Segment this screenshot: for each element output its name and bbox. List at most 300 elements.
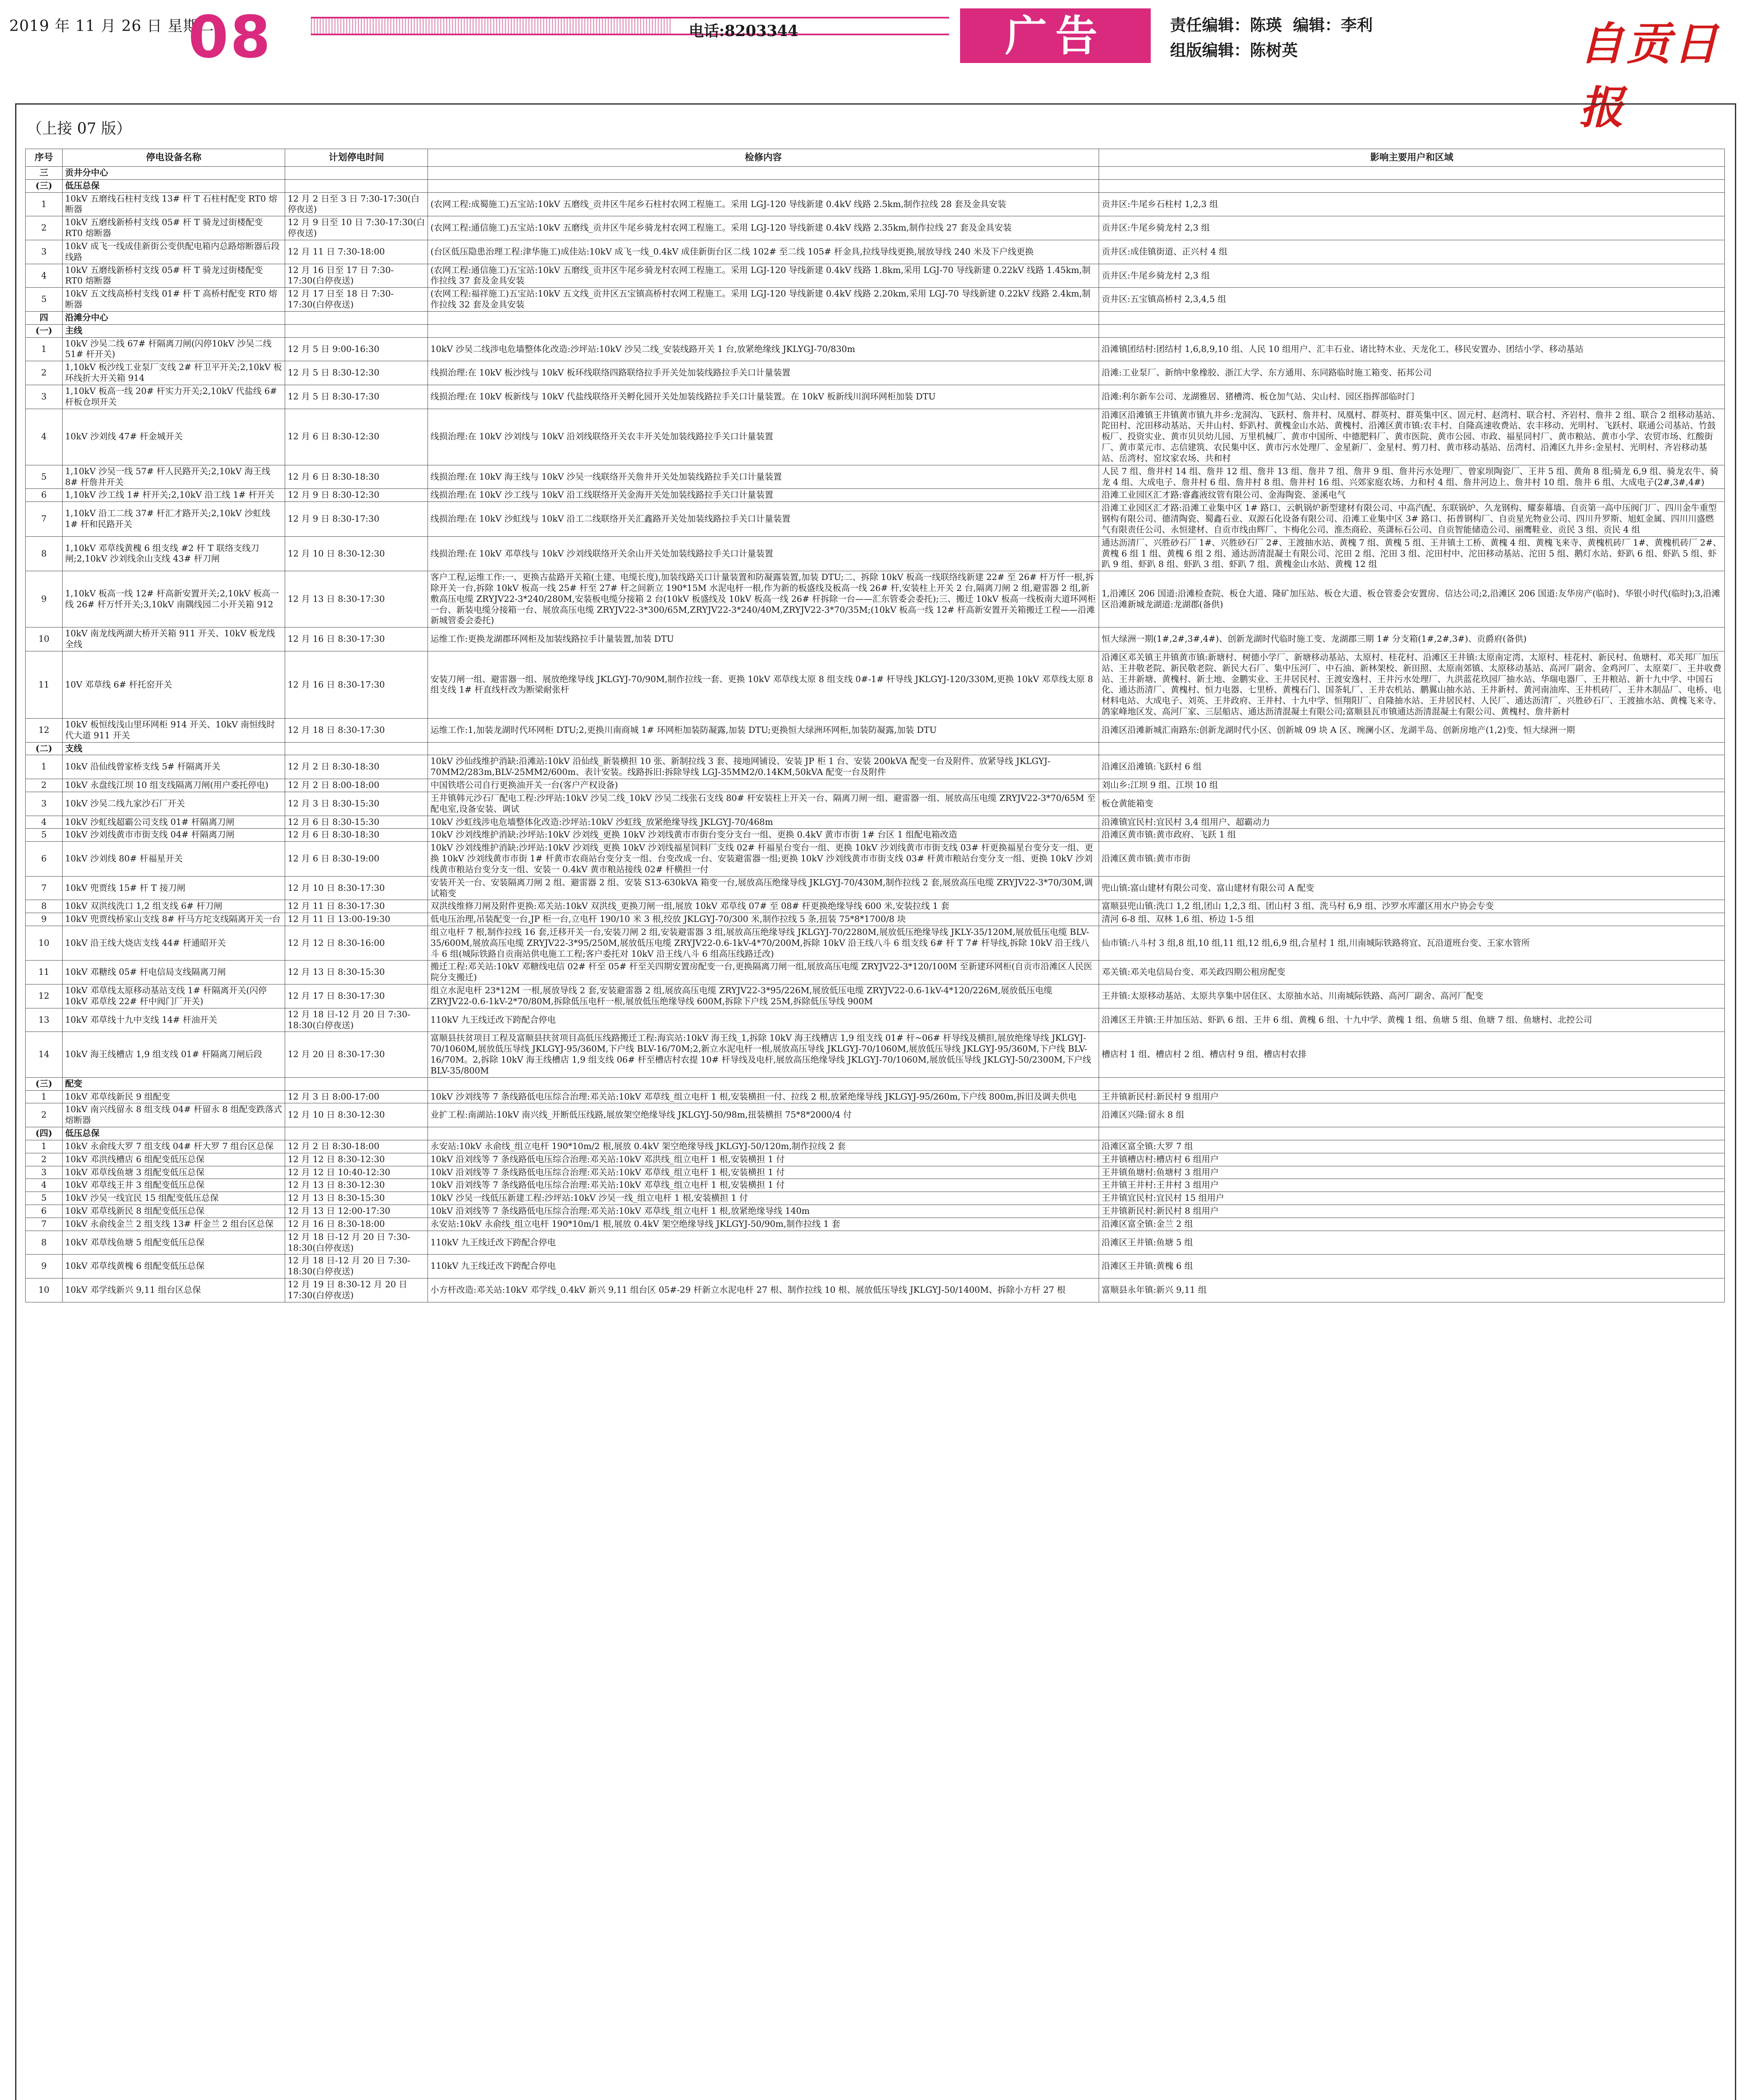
cell-time [285,179,428,192]
cell-affected [1099,324,1725,337]
cell-equipment: 10kV 邓草线鱼塘 5 组配变低压总保 [63,1231,285,1255]
cell-equipment: 低压总保 [63,179,285,192]
cell-equipment: 10kV 邓草线鱼塘 3 组配变低压总保 [63,1166,285,1179]
cell-work: (农网工程:通信施工)五宝站:10kV 五磨线_贡井区牛尾乡骑龙村农网工程施工。采用 LGJ-120 导线新建 0.4kV 线路 1.8km,采用 LGJ-70 导线新建 0.22kV 线路 1.45km,制作拉线 37 套及金具安装 [428,264,1099,288]
cell-work [428,742,1099,755]
cell-time: 12 月 5 日 8:30-12:30 [285,361,428,385]
cell-time: 12 月 5 日 9:00-16:30 [285,337,428,361]
cell-work: 10kV 沙吴一线低压新建工程:沙坪站:10kV 沙吴一线_组立电杆 1 根,安装横担 1 付 [428,1192,1099,1205]
cell-affected [1099,179,1725,192]
cell-affected: 沿滩工业园区汇才路:沿滩工业集中区 1# 路口、云帆锅炉新型建材有限公司、中高汽配、东联锅炉、久龙钢构、耀泰幕墙、自贡第一高中压阀门厂、四川金牛重型钢构有限公司、德清陶瓷、蜀鑫石业、双源石化设备有限公司、沿滩工业集中区 3# 路口、拓普钢构厂、自贡星光物业公司、四川升罗斯、旭虹金属、四川川盛燃气有限责任公司、永恒建材、自贡市线由辉厂、卞梅化公司、淮杰商砼、英潇标石公司、自贡智能储造公司、丽鹰鞋业、贡民 3 组、贡民 4 组 [1099,502,1725,536]
cell-equipment: 10kV 邓学线新兴 9,11 组台区总保 [63,1278,285,1302]
cell-time: 12 月 11 日 7:30-18:00 [285,240,428,264]
cell-time: 12 月 16 日至 17 日 7:30-17:30(白停夜送) [285,264,428,288]
cell-work: (农网工程:福祥施工)五宝站:10kV 五文线_贡井区五宝镇高桥村农网工程施工。采用 LGJ-120 导线新建 0.4kV 线路 2.20km,采用 LGJ-70 导线新建 0.22kV 线路 2.4km,制作拉线 32 套及金具安装 [428,288,1099,312]
cell-affected: 仙市镇:八斗村 3 组,8 组,10 组,11 组,12 组,6,9 组,合星村 1 组,川南城际铁路将宜、瓦沿道班台变、王家水管所 [1099,926,1725,961]
cell-work: 10kV 沙吴二线涉电危墙整体化改造:沙坪站:10kV 沙吴二线_安装线路开关 1 台,放紧绝缘线 JKLYGJ-70/830m [428,337,1099,361]
cell-seq: 1 [26,337,63,361]
table-row [26,900,1725,913]
table-row [26,829,1725,842]
cell-seq: 1 [26,1140,63,1153]
cell-affected: 沿滩:利尔新车公司、龙湖雅居、猪槽湾、板仓加气站、尖山村、园区指挥部临时门 [1099,385,1725,409]
cell-equipment: 10kV 沙刘线黄市市街支线 04# 杆隔离刀闸 [63,829,285,842]
cell-affected: 王井镇新民村:新民村 9 组用户 [1099,1090,1725,1103]
cell-equipment: 1,10kV 沙工线 1# 杆开关;2,10kV 沿工线 1# 杆开关 [63,489,285,502]
table-row [26,288,1725,312]
cell-work: 10kV 沿刘线等 7 条线路低电压综合治理:邓关站:10kV 邓草线_组立电杆 1 根,安装横担 1 付 [428,1166,1099,1179]
section-title: 广告 [960,8,1151,63]
cell-equipment: 主线 [63,324,285,337]
cell-work: 110kV 九王线迁改下跨配合停电 [428,1008,1099,1032]
table-row [26,1278,1725,1302]
cell-equipment: 10kV 沙吴二线 67# 杆隔离刀闸(闪停10kV 沙吴二线 51# 杆开关) [63,337,285,361]
cell-affected [1099,742,1725,755]
cell-seq: 12 [26,718,63,742]
table-row [26,361,1725,385]
cell-seq: 8 [26,536,63,571]
cell-seq: 9 [26,1255,63,1278]
cell-affected: 槽店村 1 组、槽店村 2 组、槽店村 9 组、槽店村农排 [1099,1032,1725,1077]
cell-work [428,167,1099,180]
cell-work [428,324,1099,337]
cell-affected: 兜山镇:富山建材有限公司变、富山建材有限公司 A 配变 [1099,876,1725,900]
table-row [26,742,1725,755]
cell-work: 王井镇韩元沙石厂配电工程:沙坪站:10kV 沙吴二线_10kV 沙吴二线张石支线 80# 杆安装柱上开关一台、隔离刀闸一组、避雷器一组、展放高压电缆 ZRYJV22-3*70/65M 至配电室,设备安装、调试 [428,792,1099,816]
cell-affected: 通达沥清厂、兴胜砂石厂 1#、兴胜砂石厂 2#、王渡抽水站、黄槐 7 组、黄槐 5 组、王井镇土工桥、黄槐 4 组、黄槐飞来寺、黄槐机砖厂 1#、黄槐机砖厂 2#、黄槐 6 组 1 组、黄槐 6 组 2 组、通达沥清混凝土有限公司、沱田 2 组、沱田 3 组、沱田村中、沱田移动基站、沱田 5 组、鹅灯水站、虾趴 6 组、虾趴 5 组、虾趴 9 组、虾趴 8 组、虾趴 3 组、虾趴 7 组、黄槐金山水站、黄槐 12 组 [1099,536,1725,571]
cell-affected: 贡井区:牛尾乡石柱村 1,2,3 组 [1099,192,1725,216]
cell-time: 12 月 2 日 8:30-18:30 [285,755,428,779]
cell-time: 12 月 10 日 8:30-17:30 [285,876,428,900]
outage-table [25,149,1725,1302]
table-row [26,961,1725,984]
cell-affected: 沿滩区沿滩镇:飞跃村 6 组 [1099,755,1725,779]
phone-number: 电话:8203344 [689,22,798,40]
cell-seq: 5 [26,288,63,312]
table-row [26,240,1725,264]
cell-time: 12 月 6 日 8:30-18:30 [285,829,428,842]
cell-time [285,1077,428,1090]
cell-equipment: 10kV 海王线槽店 1,9 组支线 01# 杆隔离刀闸后段 [63,1032,285,1077]
cell-work [428,1127,1099,1140]
cell-seq: 10 [26,1278,63,1302]
phone-bar [311,17,949,40]
table-row [26,913,1725,926]
cell-seq: 5 [26,465,63,489]
cell-work: 110kV 九王线迁改下跨配合停电 [428,1231,1099,1255]
cell-seq: 12 [26,984,63,1008]
cell-seq: 7 [26,876,63,900]
cell-affected [1099,1077,1725,1090]
cell-work: (农网工程:成蜀施工)五宝站:10kV 五磨线_贡井区牛尾乡石柱村农网工程施工。采用 LGJ-120 导线新建 0.4kV 线路 2.5km,制作拉线 28 套及金具安装 [428,192,1099,216]
cell-work: 客户工程,运维工作:一、更换古盐路开关箱(土建、电缆长度),加装线路关口计量装置和防凝露装置,加装 DTU;二、拆除 10kV 板高一线联络线新建 22# 至 26# 杆万忏一根,拆除开关一台,拆除 10kV 板高一线 25# 杆至 27# 杆之间新立 190*15M 水泥电杆一根,作为新的板盛线及板高一线 26# 杆,安装柱上开关 2 台,隔离刀闸 2 组,避雷器 2 组,新敷高压电缆 ZRYJV22-3*240/280M,安装板电缆分接箱 2 台(10kV 板盛线及 10kV 板高一线 26# 杆拆除一台——汇东管委会委托);三、搬迁 10kV 板高一线板南大道环网柜一台、新装电缆分接箱一台、展放高压电缆 ZRYJV22-3*300/65M,ZRYJV22-3*240/40M,ZRYJV22-3*70/35M;(10kV 板高一线 12# 杆高新安置开关箱搬迁工程——沿滩新城管委会委托) [428,571,1099,627]
cell-time: 12 月 16 日 8:30-17:30 [285,627,428,651]
cell-equipment: 10kV 五磨线新桥村支线 05# 杆 T 骑龙过街楼配变 RT0 熔断器 [63,264,285,288]
cell-work: 10kV 沿刘线等 7 条线路低电压综合治理:邓关站:10kV 邓洪线_组立电杆 1 根,安装横担 1 付 [428,1153,1099,1166]
cell-work: 10kV 沙仙线维护消缺:沿滩站:10kV 沿仙线_新装横担 10 张、新制拉线 3 套、接地网铺设、安装 JP 柜 1 台、安装 200kVA 配变一台及附件、放紧导线 JKLGYJ-70MM2/283m,BLV-25MM2/600m、表计安装。线路拆旧:拆除导线 LGJ-35MM2/0.14KM,50kVA 配变一台及附件 [428,755,1099,779]
cell-affected: 王井镇:太原移动基站、太原共享集中居住区、太原抽水站、川南城际铁路、高河厂副舍、高河厂配变 [1099,984,1725,1008]
cell-affected [1099,167,1725,180]
cell-time: 12 月 17 日至 18 日 7:30-17:30(白停夜送) [285,288,428,312]
cell-seq: 8 [26,900,63,913]
cell-equipment: 10kV 南兴线留永 8 组支线 04# 杆留永 8 组配变跌落式熔断器 [63,1103,285,1127]
cell-work: 10kV 沙刘线等 7 条线路低电压综合治理:邓关站:10kV 邓草线_组立电杆 1 根,安装横担一付、拉线 2 根,放紧绝缘导线 JKLGYJ-95/260m,下户线 800m,拆旧及调夫供电 [428,1090,1099,1103]
cell-equipment: 10kV 邓草线新民 8 组配变低压总保 [63,1205,285,1218]
cell-equipment: 10kV 沿仙线曾家桥支线 5# 杆隔离开关 [63,755,285,779]
table-row [26,167,1725,180]
cell-work: 小方杆改造:邓关站:10kV 邓学线_0.4kV 新兴 9,11 组台区 05#-29 杆新立水泥电杆 27 根、制作拉线 10 根、展放低压导线 JKLGYJ-50/1400M、拆除小方杆 27 根 [428,1278,1099,1302]
cell-equipment: 10kV 五磨线新桥村支线 05# 杆 T 骑龙过街楼配变 RT0 熔断器 [63,216,285,240]
cell-seq: 2 [26,1103,63,1127]
cell-affected: 王井镇鱼塘村:鱼塘村 3 组用户 [1099,1166,1725,1179]
cell-equipment: 10kV 沙虹线超霸公司支线 01# 杆隔离刀闸 [63,816,285,829]
cell-work: 10kV 沙虹线涉电危墙整体化改造:沙坪站:10kV 沙虹线_放紧绝缘导线 JKLGYJ-70/468m [428,816,1099,829]
table-row [26,502,1725,536]
cell-work: 搬迁工程:邓关站:10kV 邓糖线电信 02# 杆至 05# 杆至关四期安置房配变一台,更换隔离刀闸一组,展放高压电缆 ZRYJV22-3*120/100M 至新建环网柜(自贡市沿滩区人民医院分支搬迁) [428,961,1099,984]
decorative-stripe [311,18,672,34]
table-row [26,1192,1725,1205]
cell-work: 10kV 沙刘线维护消缺:沙坪站:10kV 沙刘线_更换 10kV 沙刘线福星饲料厂支线 02# 杆福星台变台一组、更换 10kV 沙刘线黄市市街支线 03# 杆更换福星台变分支一组、更换 10kV 沙刘线黄市市街 1# 杆黄市农商站台变分支一组、台变改成一台、安装避雷器一组;更换 10kV 沙刘线黄市市街支线 03# 杆黄市粮站台变分支一组、更换 10kV 沙刘线黄市粮站台变分支一组、安装一 0.4kV 黄市粮站接线 02# 杆横担一付 [428,842,1099,876]
cell-seq: 10 [26,926,63,961]
cell-equipment: 1,10kV 邓草线黄槐 6 组支线 #2 杆 T 联络支线刀闸;2,10kV 沙刘线余山支线 43# 杆刀闸 [63,536,285,571]
cell-work: 110kV 九王线迁改下跨配合停电 [428,1255,1099,1278]
cell-affected: 人民 7 组、詹井村 14 组、詹井 12 组、詹井 13 组、詹井 7 组、詹井 9 组、詹井污水处理厂、曾家坝陶瓷厂、王井 5 组、黄角 8 组;骑龙 6,9 组、骑龙农牛、骑龙 4 组、大成电子、詹井村 6 组、詹井村 8 组、詹井村 16 组、兴郊家庭农场、力和村 4 组、詹井河边上、詹井村 10 组、詹井 6 组、大成电子(2#,3#,4#) [1099,465,1725,489]
cell-work: 10kV 沿刘线等 7 条线路低电压综合治理:邓关站:10kV 邓草线_组立电杆 1 根,安装横担 1 付 [428,1179,1099,1192]
cell-time: 12 月 13 日 12:00-17:30 [285,1205,428,1218]
cell-equipment: 10kV 沙刘线 80# 杆福星开关 [63,842,285,876]
table-row [26,718,1725,742]
cell-time: 12 月 3 日 8:30-15:30 [285,792,428,816]
cell-seq: 10 [26,627,63,651]
cell-seq: 7 [26,1218,63,1231]
cell-time: 12 月 10 日 8:30-12:30 [285,1103,428,1127]
cell-time [285,311,428,324]
cell-equipment: 低压总保 [63,1127,285,1140]
cell-seq: 6 [26,489,63,502]
cell-equipment: 贡井分中心 [63,167,285,180]
cell-equipment: 1,10kV 沙吴一线 57# 杆人民路开关;2,10kV 海王线 8# 杆詹井开关 [63,465,285,489]
cell-equipment: 10kV 五磨线石柱村支线 13# 杆 T 石柱村配变 RT0 熔断器 [63,192,285,216]
cell-time: 12 月 19 日 8:30-12 月 20 日 17:30(白停夜送) [285,1278,428,1302]
cell-time: 12 月 6 日 8:30-15:30 [285,816,428,829]
cell-seq: (二) [26,742,63,755]
cell-work: 组立电杆 7 根,制作拉线 16 套,迁移开关一台,安装刀闸 2 组,安装避雷器 3 组,展放高压绝缘导线 JKLGYJ-70/2280M,展放低压绝缘导线 JKLY-35/120M,展放低压电缆 BLV-35/600M,展放高压电缆 ZRYJV22-3*95/250M,展放低压电缆 ZRYJV22-0.6-1kV-4*70/200M,拆除 10kV 沿王线八斗 6 组支线 6# 杆 T 7# 杆导线,拆除 10kV 沿王线八斗 6 组(城际铁路自贡南站供电施工工程;客户委托对 10kV 沿王线八斗 6 组高压线路迁改) [428,926,1099,961]
header-seq: 序号 [26,149,63,167]
cell-work: 安装开关一台、安装隔离刀闸 2 组、避雷器 2 组、安装 S13-630kVA 箱变一台,展放高压绝缘导线 JKLGYJ-70/430M,制作拉线 2 套,展放高压电缆 ZRYJV22-3*70/30M,调试箱变 [428,876,1099,900]
cell-affected: 沿滩区王井镇:黄槐 6 组 [1099,1255,1725,1278]
table-row [26,311,1725,324]
cell-seq: 6 [26,1205,63,1218]
cell-time: 12 月 13 日 8:30-15:30 [285,1192,428,1205]
cell-affected: 沿滩:工业泵厂、新纳中象橡胶、浙江大学、东方通用、东同路临时施工箱变、拓邦公司 [1099,361,1725,385]
table-row [26,1077,1725,1090]
cell-time: 12 月 18 日-12 月 20 日 7:30-18:30(白停夜送) [285,1231,428,1255]
cell-time: 12 月 2 日 8:30-18:00 [285,1140,428,1153]
cell-time: 12 月 17 日 8:30-17:30 [285,984,428,1008]
cell-work: 永安站:10kV 永俞线_组立电杆 190*10m/2 根,展放 0.4kV 架空绝缘导线 JKLGYJ-50/120m,制作拉线 2 套 [428,1140,1099,1153]
cell-time: 12 月 18 日-12 月 20 日 7:30-18:30(白停夜送) [285,1255,428,1278]
cell-equipment: 10kV 永俞线大罗 7 组支线 04# 杆大罗 7 组台区总保 [63,1140,285,1153]
table-row [26,1255,1725,1278]
cell-seq: 11 [26,651,63,718]
table-row [26,536,1725,571]
table-row [26,876,1725,900]
table-row [26,792,1725,816]
cell-time: 12 月 16 日 8:30-18:00 [285,1218,428,1231]
cell-equipment: 10kV 兜贾线 15# 杆 T 接刀闸 [63,876,285,900]
cell-work [428,1077,1099,1090]
cell-time: 12 月 18 日 8:30-17:30 [285,718,428,742]
cell-time: 12 月 18 日-12 月 20 日 7:30-18:30(白停夜送) [285,1008,428,1032]
cell-equipment: 10kV 沿王线大烧店支线 44# 杆通昭开关 [63,926,285,961]
cell-time: 12 月 16 日 8:30-17:30 [285,651,428,718]
cell-time: 12 月 6 日 8:30-12:30 [285,409,428,465]
table-row [26,216,1725,240]
cell-affected: 沿滩区黄市镇:黄市市街 [1099,842,1725,876]
cell-work: 永安站:10kV 永俞线_组立电杆 190*10m/1 根,展放 0.4kV 架空绝缘导线 JKLGYJ-50/90m,制作拉线 1 套 [428,1218,1099,1231]
cell-time: 12 月 6 日 8:30-18:30 [285,465,428,489]
cell-equipment: 10kV 五文线高桥村支线 01# 杆 T 高桥村配变 RT0 熔断器 [63,288,285,312]
table-row [26,1179,1725,1192]
cell-work: 中国铁塔公司自行更换油开关一台(客户产权设备) [428,779,1099,792]
cell-seq: 5 [26,829,63,842]
table-row [26,1153,1725,1166]
cell-time [285,324,428,337]
cell-equipment: 10kV 沙刘线 47# 杆金城开关 [63,409,285,465]
cell-time: 12 月 9 日至 10 日 7:30-17:30(白停夜送) [285,216,428,240]
cell-work: 10kV 沿刘线等 7 条线路低电压综合治理:邓关站:10kV 邓草线_组立电杆 1 根,放紧绝缘导线 140m [428,1205,1099,1218]
cell-seq: 3 [26,1166,63,1179]
table-header-row [26,149,1725,167]
cell-seq: 1 [26,1090,63,1103]
cell-time: 12 月 6 日 8:30-19:00 [285,842,428,876]
cell-work: 10kV 沙刘线维护消缺:沙坪站:10kV 沙刘线_更换 10kV 沙刘线黄市市街台变分支台一组、更换 0.4kV 黄市市街 1# 台区 1 组配电箱改造 [428,829,1099,842]
cell-equipment: 10kV 沙吴二线九家沙石厂开关 [63,792,285,816]
cell-work: 富顺县扶贫项目工程及富顺县扶贫项目高低压线路搬迁工程:海宾站:10kV 海王线_1,拆除 10kV 海王线槽店 1,9 组支线 01# 杆~06# 杆导线及横担,展放绝缘导线 JKLGYJ-70/1060M,展放低压导线 JKLGYJ-95/360M,下户线 BLV-16/70M;2,新立水泥电杆一根,展放高压导线 JKLGYJ-70/1060M,展放低压导线 JKLGYJ-95/360M,下户线 BLV-16/70M。2,拆除 10kV 海王线槽店 1,9 组支线 06# 杆至槽店村农提 10# 杆导线及电杆,展放高压绝缘导线 JKLGYJ-70/1060M,展放低压导线 JKLGYJ-50/2300M,下户线 BLV-35/800M [428,1032,1099,1077]
cell-time [285,1127,428,1140]
cell-affected: 沿滩区沿滩新城汇南路东:创新龙湖时代小区、创新城 09 块 A 区、琬澜小区、龙湖半岛、创新房地产(1,2)变、恒大绿洲一期 [1099,718,1725,742]
cell-seq: 5 [26,1192,63,1205]
cell-work: 线损治理:在 10kV 沙工线与 10kV 沿工线联络开关金海开关处加装线路拉手关口计量装置 [428,489,1099,502]
cell-work: 线损治理:在 10kV 沙刘线与 10kV 沿刘线联络开关农丰开关处加装线路拉手关口计量装置 [428,409,1099,465]
table-row [26,816,1725,829]
cell-time: 12 月 13 日 8:30-17:30 [285,571,428,627]
cell-equipment: 10kV 邓草线黄槐 6 组配变低压总保 [63,1255,285,1278]
cell-affected: 清河 6-8 组、双林 1,6 组、桥边 1-5 组 [1099,913,1725,926]
header-time: 计划停电时间 [285,149,428,167]
cell-affected: 邓关镇:邓关电信局台变、邓关政四期公租房配变 [1099,961,1725,984]
table-row [26,264,1725,288]
table-row [26,409,1725,465]
cell-time: 12 月 9 日 8:30-12:30 [285,489,428,502]
table-row [26,1103,1725,1127]
cell-affected: 富顺县兜山镇:洗口 1,2 组,团山 1,2,3 组、团山村 3 组、洗马村 6,9 组、沙罗水库灌区用水户协会专变 [1099,900,1725,913]
cell-work: (台区低压隐患治理工程:津华施工)成佳站:10kV 成飞一线_0.4kV 成佳新街台区二线 102# 至二线 105# 杆金具,拉线导线更换,展放导线 240 米及下户线更换 [428,240,1099,264]
cell-equipment: 10kV 板恒线浅山里环网柜 914 开关、10kV 南恒线时代大道 911 开关 [63,718,285,742]
cell-equipment: 10kV 邓草线太原移动基站支线 1# 杆隔离开关(闪停 10kV 邓草线 22# 杆中阀门厂开关) [63,984,285,1008]
cell-affected: 沿滩区邓关镇王井镇黄市镇:新塘村、树德小学厂、新塘移动基站、太原村、桂花村、沿滩区王井镇:太原南定湾、太原村、桂花村、新民村、鱼塘村、邓关邦厂加压站、王井敬老院、新民敬老院、新民大石厂、集中压河厂、中石油、新林架校、新田照、太原南郊镇、太原移动基站、高河厂副舍、金鸡河厂、太原菜厂、王井收费站、王井新塘、黄槐村、新土地、金鹏实业、王井居民村、王渡安逸村、王井污水处理厂、九洪蓝花玖园厂抽水站、华瑞电器厂、王井粮站、新十九中学、中国石化、通达沥清厂、黄槐村、恒力电器、七里桥、黄槐石门、国茶轧厂、王井农机站、鹏翼山抽水站、王井新村、黄河南油库、王井机砖厂、王井木制品厂、电桥、电材料电站、大成电子、刘英、王井政府、王井村、十九中学、恒翔阳厂、自隆抽水站、王井居民村、人民厂、通达沥清厂、兴胜砂石厂、王渡抽水站、黄槐飞来寺、鸽家峰地区发、高河厂家、三层船店、通达沥清混凝土有限公司;富顺县瓦市镇通达沥清混凝土有限公司、黄槐村、詹井新村 [1099,651,1725,718]
cell-seq: (三) [26,179,63,192]
cell-seq: 14 [26,1032,63,1077]
cell-affected: 1,沿滩区 206 国道:沿滩检查院、板仓大道、隆矿加压站、板仓大道、板仓管委会安置房、信达公司;2,沿滩区 206 国道:友华房产(临时)、华银小时代(临时);3,沿滩区沿滩新城龙湖道:龙湖郡(备供) [1099,571,1725,627]
table-row [26,1090,1725,1103]
table-row [26,1218,1725,1231]
table-row [26,489,1725,502]
cell-affected: 沿滩区王井镇:鱼塘 5 组 [1099,1231,1725,1255]
cell-affected [1099,311,1725,324]
cell-equipment: 10kV 兜贾线桥家山支线 8# 杆马方坨支线隔离开关一台 [63,913,285,926]
header-affected: 影响主要用户和区域 [1099,149,1725,167]
cell-affected: 沿滩区兴隆:留永 8 组 [1099,1103,1725,1127]
table-row [26,1032,1725,1077]
cell-seq: 2 [26,361,63,385]
cell-equipment: 10kV 双洪线洗口 1,2 组支线 6# 杆刀闸 [63,900,285,913]
cell-seq: 8 [26,1231,63,1255]
header-work: 检修内容 [428,149,1099,167]
cell-affected: 沿滩镇团结村:团结村 1,6,8,9,10 组、人民 10 组用户、汇丰石业、诸比特木业、天龙化工、移民安置办、团结小学、移动基站 [1099,337,1725,361]
table-row [26,755,1725,779]
cell-affected: 贡井区:五宝镇高桥村 2,3,4,5 组 [1099,288,1725,312]
cell-time: 12 月 2 日 8:00-18:00 [285,779,428,792]
cell-affected: 贡井区:牛尾乡骑龙村 2,3 组 [1099,264,1725,288]
cell-equipment: 10kV 邓草线十九中支线 14# 杆油开关 [63,1008,285,1032]
table-row [26,324,1725,337]
table-row [26,627,1725,651]
cell-seq: 2 [26,216,63,240]
cell-affected: 贡井区:成佳镇街道、正兴村 4 组 [1099,240,1725,264]
table-row [26,192,1725,216]
cell-seq: (一) [26,324,63,337]
cell-seq: 3 [26,792,63,816]
cell-work: 安装刀闸一组、避雷器一组、展放绝缘导线 JKLGYJ-70/90M,制作拉线一套、更换 10kV 邓草线太原 8 组支线 0#-1# 杆导线 JKLGYJ-120/330M,更换 10kV 邓草线太原 8 组支线 1# 杆直线杆改为断梁耐张杆 [428,651,1099,718]
cell-work: 线损治理:在 10kV 沙虹线与 10kV 沿工二线联络开关汇鑫路开关处加装线路拉手关口计量装置 [428,502,1099,536]
cell-equipment: 1,10kV 沿工二线 37# 杆汇才路开关;2,10kV 沙虹线 1# 杆和民路开关 [63,502,285,536]
cell-equipment: 支线 [63,742,285,755]
cell-time [285,742,428,755]
cell-time: 12 月 12 日 8:30-16:00 [285,926,428,961]
cell-seq: 13 [26,1008,63,1032]
cell-seq: 1 [26,755,63,779]
table-row [26,984,1725,1008]
cell-affected: 沿滩工业园区汇才路:睿鑫液纹管有限公司、金海陶瓷、釜溪电气 [1099,489,1725,502]
cell-affected: 贡井区:牛尾乡骑龙村 2,3 组 [1099,216,1725,240]
cell-time: 12 月 11 日 8:30-17:30 [285,900,428,913]
cell-time: 12 月 9 日 8:30-17:30 [285,502,428,536]
table-row [26,571,1725,627]
cell-work [428,311,1099,324]
table-body [26,167,1725,1302]
cell-seq: 6 [26,842,63,876]
page-number: 08 [188,3,273,71]
cell-work: 运维工作:1,加装龙湖时代环网柜 DTU;2,更换川南商城 1# 环网柜加装防凝露,加装 DTU;更换恒大绿洲环网柜,加装防凝露,加装 DTU [428,718,1099,742]
cell-time: 12 月 5 日 8:30-17:30 [285,385,428,409]
cell-work: 线损治理:在 10kV 板沙线与 10kV 板环线联络四路联络拉手开关处加装线路拉手关口计量装置 [428,361,1099,385]
cell-time: 12 月 12 日 10:40-12:30 [285,1166,428,1179]
table-row [26,926,1725,961]
cell-work: 线损治理:在 10kV 邓草线与 10kV 沙刘线联络开关余山开关处加装线路拉手关口计量装置 [428,536,1099,571]
cell-seq: (四) [26,1127,63,1140]
cell-seq: 9 [26,571,63,627]
table-row [26,842,1725,876]
cell-equipment: 10kV 沙吴一线宜民 15 组配变低压总保 [63,1192,285,1205]
cell-equipment: 沿滩分中心 [63,311,285,324]
table-row [26,337,1725,361]
cell-affected: 沿滩镇宜民村:宜民村 3,4 组用户、超霸动力 [1099,816,1725,829]
cell-equipment: 10kV 成飞一线成佳新街公变供配电箱内总路熔断器后段线路 [63,240,285,264]
cell-seq: 3 [26,240,63,264]
cell-equipment: 10kV 南龙线两湖大桥开关箱 911 开关、10kV 板龙线全线 [63,627,285,651]
cell-equipment: 10V 邓草线 6# 杆托窑开关 [63,651,285,718]
editor-credits: 责任编辑：陈瑛 编辑：李利 组版编辑：陈树英 [1170,16,1373,60]
table-row [26,1205,1725,1218]
cell-seq: 3 [26,385,63,409]
cell-affected: 恒大绿洲一期(1#,2#,3#,4#)、创新龙湖时代临时施工变、龙湖郡三期 1# 分支箱(1#,2#,3#)、贡爵府(备供) [1099,627,1725,651]
cell-time: 12 月 2 日至 3 日 7:30-17:30(白停夜送) [285,192,428,216]
table-row [26,779,1725,792]
cell-work: 线损治理:在 10kV 海王线与 10kV 沙吴一线联络开关詹井开关处加装线路拉手关口计量装置 [428,465,1099,489]
cell-time: 12 月 13 日 8:30-12:30 [285,1179,428,1192]
cell-seq: (三) [26,1077,63,1090]
cell-affected: 王井镇新民村:新民村 8 组用户 [1099,1205,1725,1218]
cell-seq: 4 [26,264,63,288]
table-row [26,385,1725,409]
cell-equipment: 10kV 邓草线新民 9 组配变 [63,1090,285,1103]
cell-equipment: 10kV 永俞线金兰 2 组支线 13# 杆金兰 2 组台区总保 [63,1218,285,1231]
table-row [26,1140,1725,1153]
cell-time: 12 月 13 日 8:30-15:30 [285,961,428,984]
cell-seq: 2 [26,1153,63,1166]
cell-equipment: 1,10kV 板高一线 12# 杆高新安置开关;2,10kV 板高一线 26# 杆万忏开关;3,10kV 南隅线园二小开关箱 912 [63,571,285,627]
cell-seq: 11 [26,961,63,984]
cell-equipment: 10kV 邓洪线槽店 6 组配变低压总保 [63,1153,285,1166]
cell-equipment: 1,10kV 板高一线 20# 杆实力开关;2,10kV 代盐线 6# 杆板仓坝开关 [63,385,285,409]
cell-seq: 9 [26,913,63,926]
table-row [26,465,1725,489]
issue-date: 2019 年 11 月 26 日 星期二 [9,18,214,35]
cell-time: 12 月 3 日 8:00-17:00 [285,1090,428,1103]
cell-seq: 4 [26,1179,63,1192]
cell-work: 双洪线维修刀闸及附件更换:邓关站:10kV 双洪线_更换刀闸一组,展放 10kV 邓草线 07# 至 08# 杆更换绝缘导线 600 米,安装拉线 1 套 [428,900,1099,913]
cell-seq: 4 [26,409,63,465]
cell-equipment: 10kV 邓糖线 05# 杆电信局支线隔离刀闸 [63,961,285,984]
table-row [26,1231,1725,1255]
cell-seq: 三 [26,167,63,180]
cell-seq: 1 [26,192,63,216]
cell-time: 12 月 11 日 13:00-19:30 [285,913,428,926]
cell-affected: 沿滩区富全镇:大罗 7 组 [1099,1140,1725,1153]
cell-work: 业扩工程:南湖站:10kV 南兴线_开断低压线路,展放架空绝缘导线 JKLGYJ-50/98m,扭装横担 75*8*2000/4 付 [428,1103,1099,1127]
cell-affected: 沿滩区沿滩镇王井镇黄市镇九井乡:龙洞沟、飞跃村、詹井村、凤凰村、群英村、群英集中区、固元村、赵湾村、联合村、齐岩村、詹井 2 组、联合 2 组移动基站、陀田村、沱田移动基站、天井山村、虾趴村、黄槐金山水站、黄槐村、沿滩区黄市镇:农丰村、自隆高速收费站、农丰移动、光明村、飞跃村、联通公司基站、竹鼓板厂、投资实业、黄市贝贝幼儿园、万里机械厂、黄市中国所、中德肥料厂、黄市医院、黄市公园、市政、福星同村厂、黄市粮站、黄市小学、农贸市场、红酸街厂、黄市菜元市、志信建筑、农民集中区、黄市污水处理厂、金星新厂、金星村、剪刀村、黄市移动基站、岳湾村、沿滩区九井乡:金星村、光明村、齐岩移动基站、岳湾村、窑坟家农场、共和村 [1099,409,1725,465]
cell-affected: 王井镇槽店村:槽店村 6 组用户 [1099,1153,1725,1166]
cell-time: 12 月 20 日 8:30-17:30 [285,1032,428,1077]
cell-work: (农网工程:通信施工)五宝站:10kV 五磨线_贡井区牛尾乡骑龙村农网工程施工。采用 LGJ-120 导线新建 0.4kV 线路 2.35km,制作拉线 27 套及金具安装 [428,216,1099,240]
cell-seq: 2 [26,779,63,792]
cell-equipment: 10kV 邓草线王井 3 组配变低压总保 [63,1179,285,1192]
table-row [26,1008,1725,1032]
cell-seq: 四 [26,311,63,324]
cell-seq: 7 [26,502,63,536]
cell-affected: 王井镇宜民村:宜民村 15 组用户 [1099,1192,1725,1205]
cell-affected: 富顺县永年镇:新兴 9,11 组 [1099,1278,1725,1302]
newspaper-logo: 自贡日报 [1579,17,1720,134]
table-row [26,651,1725,718]
continuation-label: （上接 07 版） [27,120,131,137]
cell-affected [1099,1127,1725,1140]
header-equipment: 停电设备名称 [63,149,285,167]
cell-affected: 沿滩区黄市镇:黄市政府、飞跃 1 组 [1099,829,1725,842]
cell-work [428,179,1099,192]
cell-affected: 刘山乡:江坝 9 组、江坝 10 组 [1099,779,1725,792]
cell-affected: 板仓黄能箱变 [1099,792,1725,816]
